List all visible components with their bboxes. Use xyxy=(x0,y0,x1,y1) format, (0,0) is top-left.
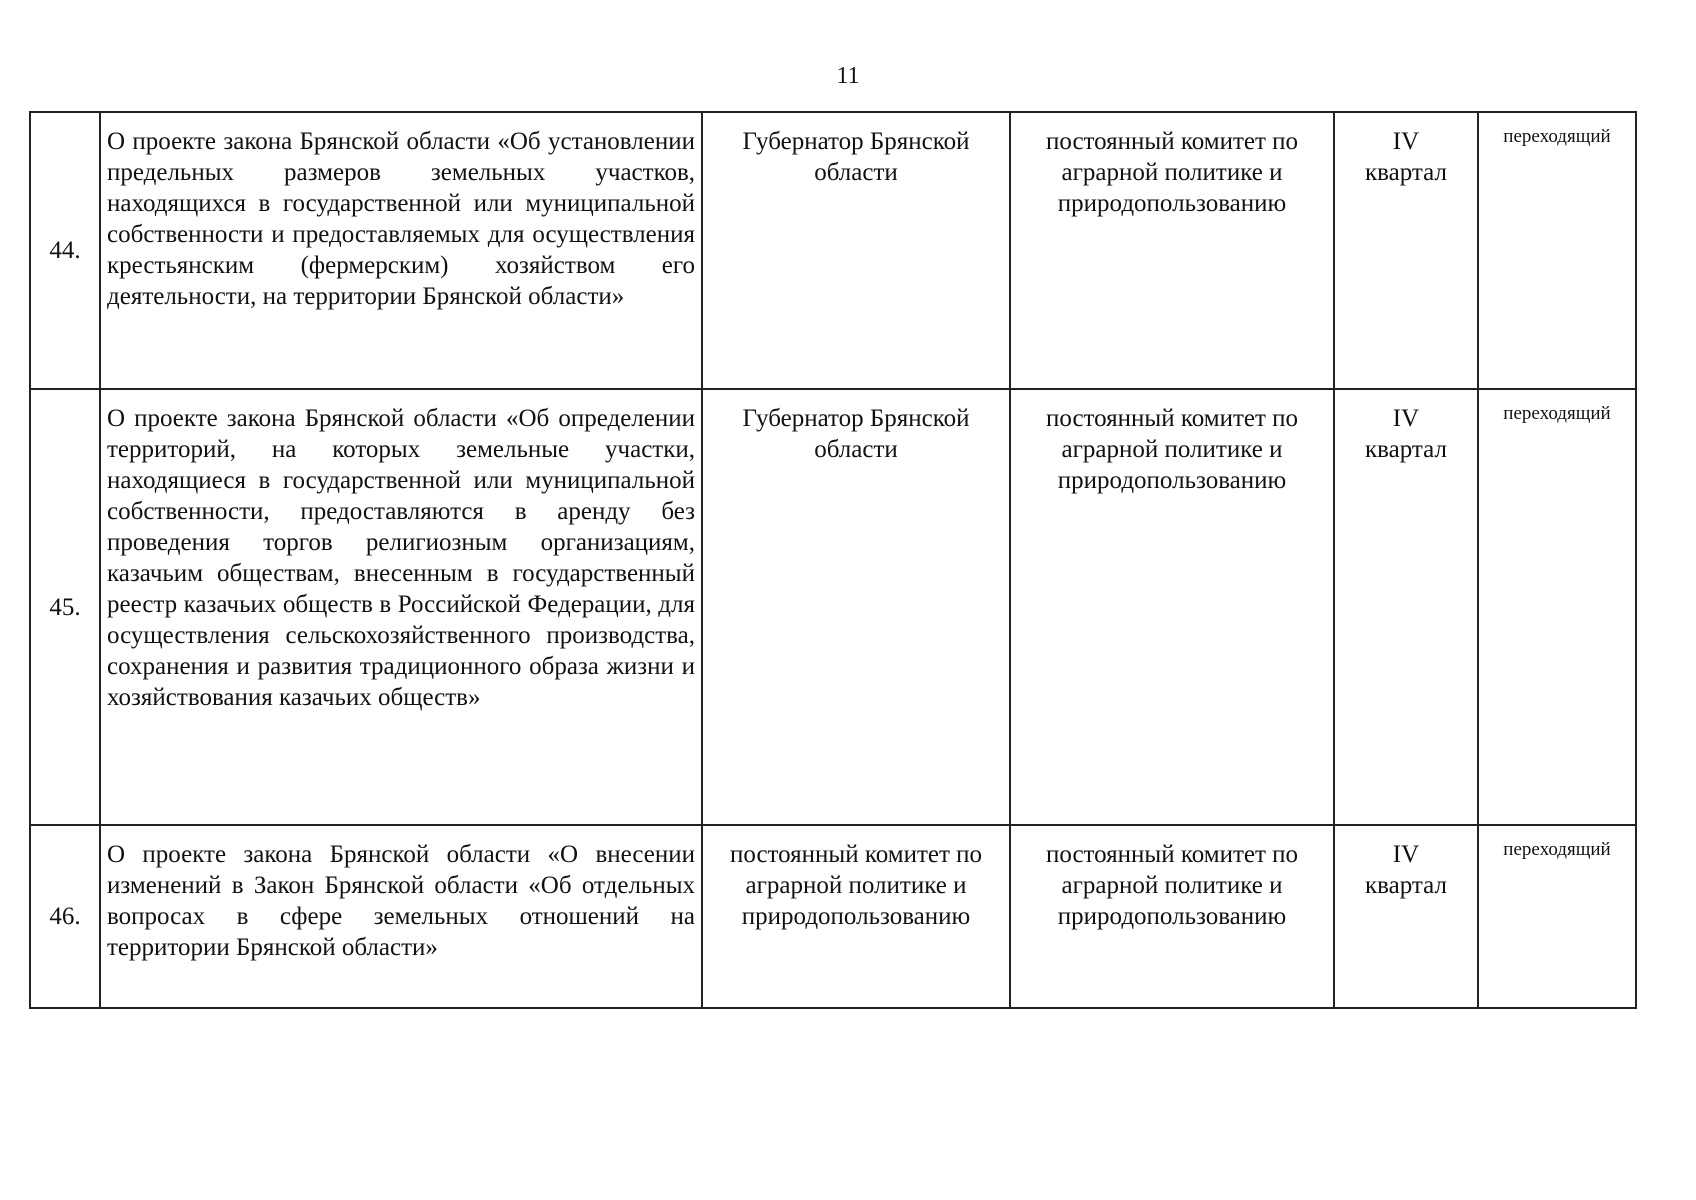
page-number: 11 xyxy=(836,63,860,89)
status: переходящий xyxy=(1478,825,1636,1008)
bill-title: О проекте закона Брянской области «Об определении территорий, на которых земельные участки, находящиеся в государственной или муниципальной собственности, предоставляются в аренду без проведения торгов религиозным организациям, казачьим обществам, внесенным в государственный реестр казачьих обществ в Российской Федерации, для осуществления сельскохозяйственного производства, сохранения и развития традиционного образа жизни и хозяйствования казачьих обществ» xyxy=(100,389,702,825)
period-quarter: IV xyxy=(1392,405,1420,432)
table-row xyxy=(30,389,1636,825)
row-number: 44. xyxy=(30,112,100,389)
responsible-committee: постоянный комитет по аграрной политике и природопользованию xyxy=(1010,389,1334,825)
period-word: квартал xyxy=(1365,436,1447,463)
row-number: 46. xyxy=(30,825,100,1008)
period-word: квартал xyxy=(1365,872,1447,899)
period-quarter: IV xyxy=(1392,128,1420,155)
responsible-committee: постоянный комитет по аграрной политике и природопользованию xyxy=(1010,825,1334,1008)
status: переходящий xyxy=(1478,112,1636,389)
legislative-plan-table xyxy=(29,111,1637,1009)
initiator: Губернатор Брянской области xyxy=(702,389,1010,825)
period-word: квартал xyxy=(1365,159,1447,186)
responsible-committee: постоянный комитет по аграрной политике и природопользованию xyxy=(1010,112,1334,389)
table-row xyxy=(30,112,1636,389)
initiator: постоянный комитет по аграрной политике и природопользованию xyxy=(702,825,1010,1008)
bill-title: О проекте закона Брянской области «Об установлении предельных размеров земельных участков, находящихся в государственной или муниципальной собственности и предоставляемых для осуществления крестьянским (фермерским) хозяйством его деятельности, на территории Брянской области» xyxy=(100,112,702,389)
period-quarter: IV xyxy=(1392,841,1420,868)
status: переходящий xyxy=(1478,389,1636,825)
table-row xyxy=(30,825,1636,1008)
row-number: 45. xyxy=(30,389,100,825)
bill-title: О проекте закона Брянской области «О внесении изменений в Закон Брянской области «Об отдельных вопросах в сфере земельных отношений на территории Брянской области» xyxy=(100,825,702,1008)
period xyxy=(1334,825,1478,1008)
period xyxy=(1334,389,1478,825)
period xyxy=(1334,112,1478,389)
initiator: Губернатор Брянской области xyxy=(702,112,1010,389)
